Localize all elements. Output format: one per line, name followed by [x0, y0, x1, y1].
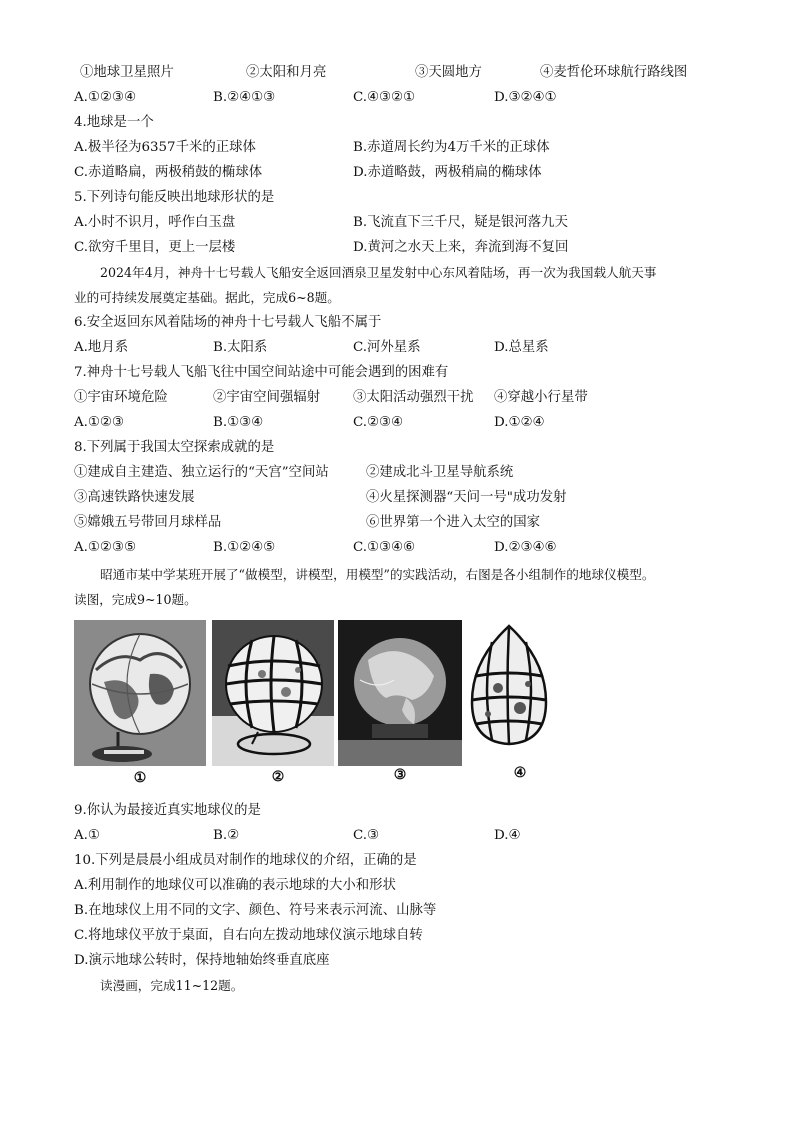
option-c: C.欲穷千里目，更上一层楼	[74, 240, 236, 255]
q8-stem: 8.下列属于我国太空探索成就的是	[74, 440, 275, 455]
option-d: D.赤道略鼓，两极稍扁的椭球体	[353, 165, 542, 180]
q3-item: ③天圆地方	[415, 65, 482, 80]
globe-3-image	[338, 620, 462, 766]
option-d: D.③②④①	[494, 90, 557, 105]
globe-label-2: ②	[271, 769, 285, 785]
option-a: A.①②③⑤	[74, 540, 136, 555]
option-c: C.将地球仪平放于桌面，自右向左拨动地球仪演示地球自转	[74, 928, 423, 943]
q7-item: ①宇宙环境危险	[74, 390, 168, 405]
q8-item: ④火星探测器“天问一号"成功发射	[366, 490, 567, 505]
globe-model-3	[338, 620, 462, 766]
q7-item: ②宇宙空间强辐射	[213, 390, 321, 405]
q8-item: ②建成北斗卫星导航系统	[366, 465, 514, 480]
passage-9-10-line2: 读图，完成9~10题。	[74, 592, 197, 607]
globe-1-image	[74, 620, 206, 766]
globe-4-image	[468, 620, 550, 750]
globe-model-4	[468, 620, 550, 750]
q8-item: ①建成自主建造、独立运行的“天宫”空间站	[74, 465, 329, 480]
option-a: A.①	[74, 828, 100, 843]
q3-item: ②太阳和月亮	[246, 65, 327, 80]
q8-item: ⑥世界第一个进入太空的国家	[366, 515, 541, 530]
passage-9-10-line1: 昭通市某中学某班开展了“做模型，讲模型，用模型”的实践活动，右图是各小组制作的地球仪模型。	[100, 567, 655, 582]
option-d: D.①②④	[494, 415, 545, 430]
option-b: B.太阳系	[213, 340, 268, 355]
globe-2-image	[212, 620, 334, 766]
globe-model-1	[74, 620, 206, 766]
option-a: A.①②③④	[74, 90, 136, 105]
option-a: A.地月系	[74, 340, 129, 355]
option-a: A.极半径为6357千米的正球体	[74, 140, 256, 155]
globe-label-1: ①	[133, 770, 147, 786]
option-a: A.利用制作的地球仪可以准确的表示地球的大小和形状	[74, 878, 396, 893]
q5-stem: 5.下列诗句能反映出地球形状的是	[74, 190, 275, 205]
option-c: C.④③②①	[353, 90, 416, 105]
globe-models-figure	[74, 620, 544, 790]
option-a: A.小时不识月，呼作白玉盘	[74, 215, 236, 230]
option-c: C.②③④	[353, 415, 404, 430]
option-d: D.演示地球公转时，保持地轴始终垂直底座	[74, 953, 330, 968]
q7-item: ④穿越小行星带	[494, 390, 588, 405]
option-b: B.②	[213, 828, 240, 843]
option-c: C.③	[353, 828, 380, 843]
passage-6-8-line1: 2024年4月，神舟十七号载人飞船安全返回酒泉卫星发射中心东风着陆场，再一次为我国载人航天事	[100, 265, 657, 280]
globe-model-2	[212, 620, 334, 766]
q4-stem: 4.地球是一个	[74, 115, 154, 130]
q6-stem: 6.安全返回东风着陆场的神舟十七号载人飞船不属于	[74, 315, 382, 330]
q10-stem: 10.下列是晨晨小组成员对制作的地球仪的介绍，正确的是	[74, 853, 417, 868]
q8-item: ③高速铁路快速发展	[74, 490, 195, 505]
q9-stem: 9.你认为最接近真实地球仪的是	[74, 803, 261, 818]
option-d: D.②③④⑥	[494, 540, 557, 555]
option-b: B.飞流直下三千尺，疑是银河落九天	[353, 215, 568, 230]
option-d: D.总星系	[494, 340, 549, 355]
option-b: B.②④①③	[213, 90, 276, 105]
option-b: B.①②④⑤	[213, 540, 276, 555]
option-d: D.④	[494, 828, 521, 843]
globe-label-4: ④	[513, 765, 527, 781]
q7-stem: 7.神舟十七号载人飞船飞往中国空间站途中可能会遇到的困难有	[74, 365, 449, 380]
option-b: B.①③④	[213, 415, 264, 430]
option-a: A.①②③	[74, 415, 124, 430]
passage-6-8-line2: 业的可持续发展奠定基础。据此，完成6~8题。	[74, 290, 340, 305]
option-d: D.黄河之水天上来，奔流到海不复回	[353, 240, 569, 255]
option-c: C.①③④⑥	[353, 540, 416, 555]
q3-item: ①地球卫星照片	[80, 65, 174, 80]
q8-item: ⑤嫦娥五号带回月球样品	[74, 515, 222, 530]
option-c: C.赤道略扁，两极稍鼓的椭球体	[74, 165, 263, 180]
option-b: B.在地球仪上用不同的文字、颜色、符号来表示河流、山脉等	[74, 903, 437, 918]
globe-label-3: ③	[393, 767, 407, 783]
option-c: C.河外星系	[353, 340, 421, 355]
q3-item: ④麦哲伦环球航行路线图	[540, 65, 688, 80]
q7-item: ③太阳活动强烈干扰	[353, 390, 474, 405]
option-b: B.赤道周长约为4万千米的正球体	[353, 140, 550, 155]
passage-11-12: 读漫画，完成11~12题。	[100, 978, 244, 993]
